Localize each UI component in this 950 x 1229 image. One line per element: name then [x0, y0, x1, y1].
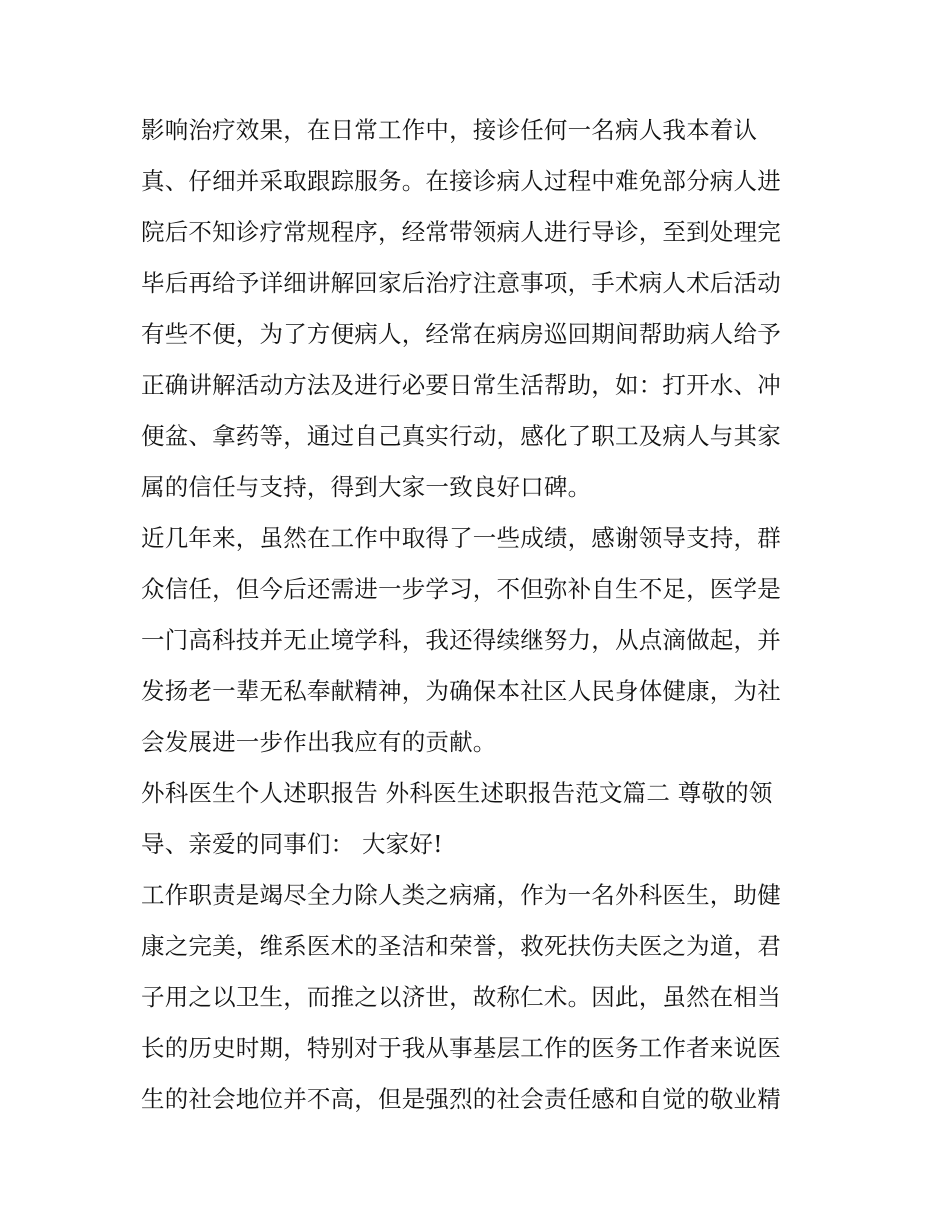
text-line: 便盆、拿药等，通过自己真实行动，感化了职工及病人与其家	[141, 422, 781, 450]
text-line: 生的社会地位并不高，但是强烈的社会责任感和自觉的敬业精	[141, 1085, 781, 1113]
section-heading-line: 外科医生个人述职报告 外科医生述职报告范文篇二 尊敬的领	[141, 779, 773, 807]
text-line: 一门高科技并无止境学科，我还得续继努力，从点滴做起，并	[141, 626, 781, 654]
text-line: 子用之以卫生，而推之以济世，故称仁术。因此，虽然在相当	[141, 983, 781, 1011]
text-line: 真、仔细并采取跟踪服务。在接诊病人过程中难免部分病人进	[141, 167, 781, 195]
text-line: 发扬老一辈无私奉献精神，为确保本社区人民身体健康，为社	[141, 677, 781, 705]
text-line: 属的信任与支持，得到大家一致良好口碑。	[141, 473, 592, 501]
text-line: 会发展进一步作出我应有的贡献。	[141, 728, 497, 756]
text-line: 众信任，但今后还需进一步学习，不但弥补自生不足，医学是	[141, 575, 781, 603]
text-line: 工作职责是竭尽全力除人类之病痛，作为一名外科医生，助健	[141, 881, 781, 909]
text-line: 康之完美，维系医术的圣洁和荣誉，救死扶伤夫医之为道，君	[141, 932, 781, 960]
text-line: 长的历史时期，特别对于我从事基层工作的医务工作者来说医	[141, 1034, 781, 1062]
text-line: 院后不知诊疗常规程序，经常带领病人进行导诊，至到处理完	[141, 218, 781, 246]
text-line: 正确讲解活动方法及进行必要日常生活帮助，如：打开水、冲	[141, 371, 781, 399]
greeting-line: 导、亲爱的同事们： 大家好!	[141, 830, 443, 858]
text-line: 影响治疗效果，在日常工作中，接诊任何一名病人我本着认	[141, 116, 758, 144]
text-line: 毕后再给予详细讲解回家后治疗注意事项，手术病人术后活动	[141, 269, 781, 297]
text-line: 有些不便，为了方便病人，经常在病房巡回期间帮助病人给予	[141, 320, 781, 348]
document-body	[141, 105, 821, 1125]
text-line: 近几年来，虽然在工作中取得了一些成绩，感谢领导支持，群	[141, 524, 781, 552]
